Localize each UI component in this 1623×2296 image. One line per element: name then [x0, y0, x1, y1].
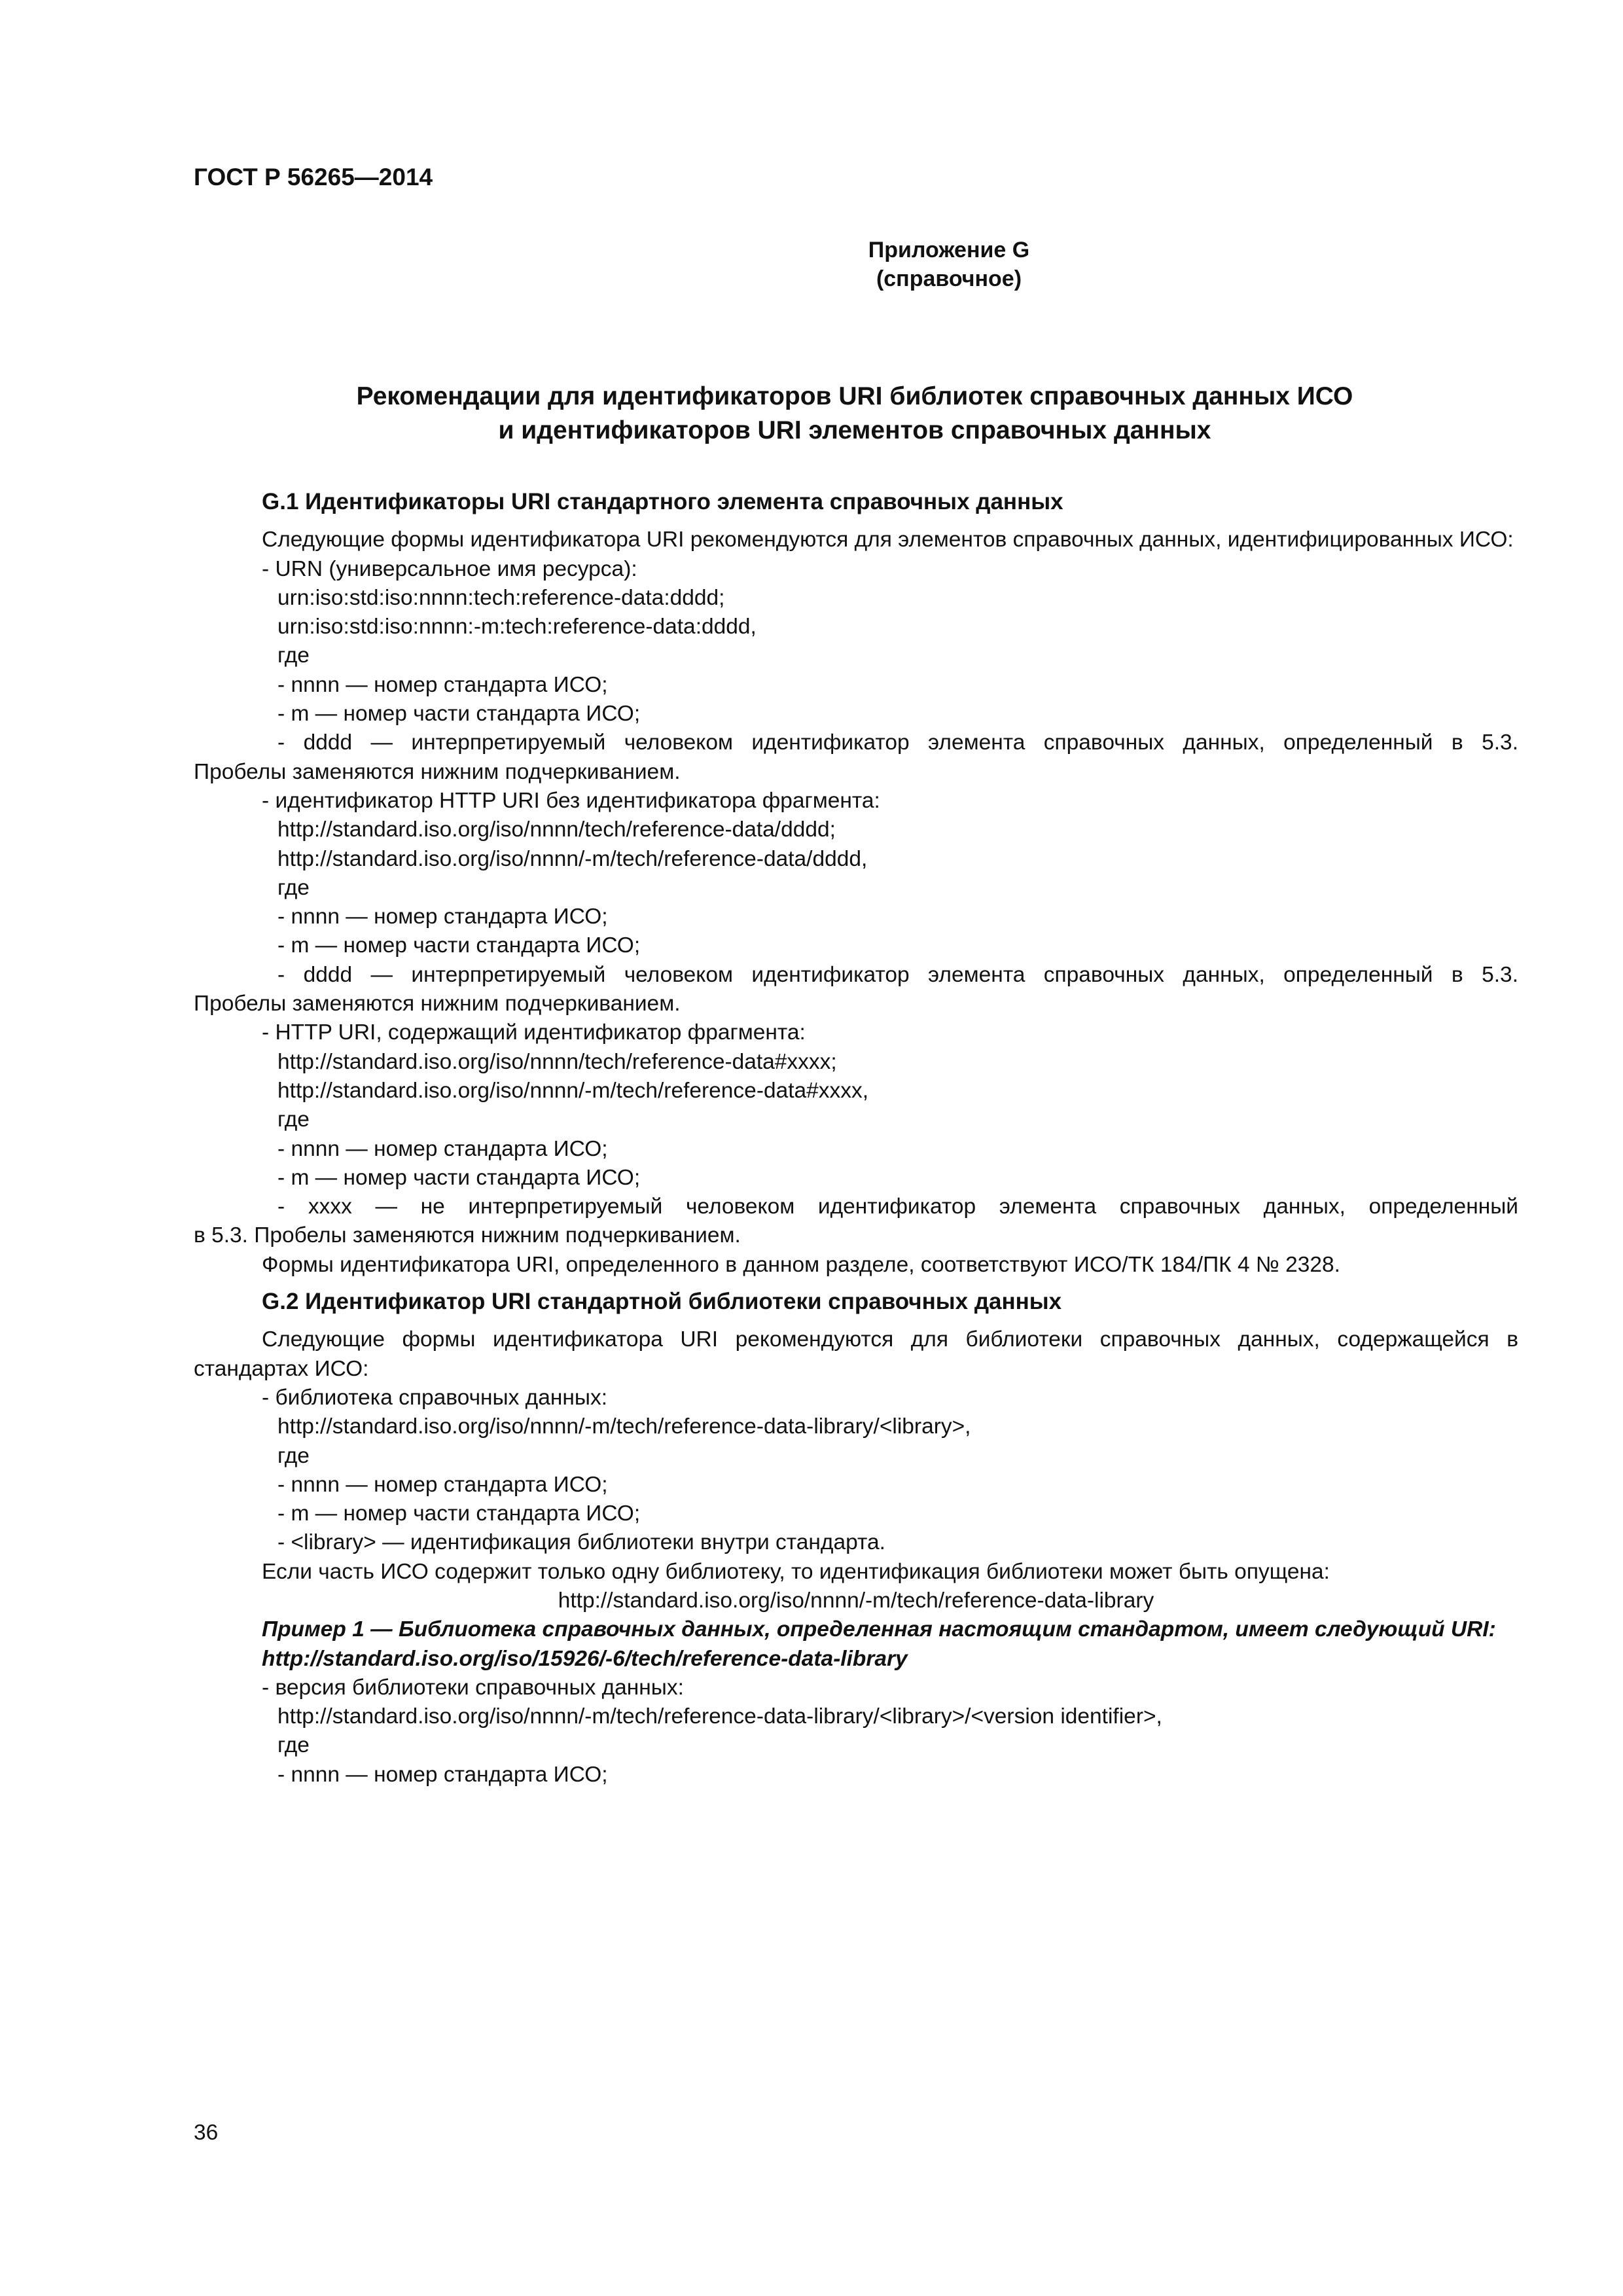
standard-code: ГОСТ Р 56265—2014 — [194, 164, 433, 190]
section-g1-heading: G.1 Идентификаторы URI стандартного элемента справочных данных — [262, 489, 1063, 514]
library-definition: - <library> — идентификация библиотеки внутри стандарта. — [277, 1530, 885, 1555]
library-example: http://standard.iso.org/iso/nnnn/-m/tech/reference-data-library/<library>, — [277, 1414, 971, 1439]
section-g1-intro: Следующие формы идентификатора URI рекомендуются для элементов справочных данных, идентифицированных ИСО: — [262, 528, 1514, 552]
fragment-example-1: http://standard.iso.org/iso/nnnn/tech/reference-data#xxxx; — [277, 1049, 837, 1074]
urn-item: - URN (универсальное имя ресурса): — [262, 556, 637, 581]
page-number: 36 — [194, 2121, 219, 2145]
m-definition: - m — номер части стандарта ИСО; — [277, 1501, 641, 1526]
annex-title-line1: Рекомендации для идентификаторов URI библиотек справочных данных ИСО — [356, 382, 1353, 410]
urn-example-1: urn:iso:std:iso:nnnn:tech:reference-data:dddd; — [277, 585, 725, 610]
nnnn-definition: - nnnn — номер стандарта ИСО; — [277, 1136, 608, 1161]
m-definition: - m — номер части стандарта ИСО; — [277, 933, 641, 958]
example-1-url: http://standard.iso.org/iso/15926/-6/tech/reference-data-library — [262, 1646, 908, 1671]
dddd-definition-continued: Пробелы заменяются нижним подчеркиванием. — [194, 992, 681, 1016]
library-item: - библиотека справочных данных: — [262, 1385, 608, 1410]
section-g2-intro: Следующие формы идентификатора URI рекомендуются для библиотеки справочных данных, содержащейся в стандартах ИСО: — [194, 1327, 1518, 1381]
fragment-uri-item: - HTTP URI, содержащий идентификатор фрагмента: — [262, 1020, 806, 1045]
section-g2-heading: G.2 Идентификатор URI стандартной библиотеки справочных данных — [262, 1289, 1062, 1315]
annex-label: Приложение G — [868, 238, 1030, 262]
single-library-note: Если часть ИСО содержит только одну библиотеку, то идентификация библиотеки может быть опущена: — [262, 1559, 1330, 1584]
nnnn-definition: - nnnn — номер стандарта ИСО; — [277, 1472, 608, 1497]
where-label: где — [277, 1443, 310, 1468]
version-item: - версия библиотеки справочных данных: — [262, 1675, 684, 1700]
nnnn-definition: - nnnn — номер стандарта ИСО; — [277, 905, 608, 929]
single-library-url: http://standard.iso.org/iso/nnnn/-m/tech/reference-data-library — [558, 1588, 1154, 1613]
xxxx-definition-continued: в 5.3. Пробелы заменяются нижним подчеркиванием. — [194, 1223, 741, 1248]
where-label: где — [277, 1733, 310, 1758]
nnnn-definition: - nnnn — номер стандарта ИСО; — [277, 672, 608, 697]
dddd-definition-continued: Пробелы заменяются нижним подчеркиванием. — [194, 759, 681, 784]
annex-block — [589, 236, 1309, 293]
conformance-note: Формы идентификатора URI, определенного в данном разделе, соответствуют ИСО/ТК 184/ПК 4 № 2328. — [262, 1252, 1340, 1277]
where-label: где — [277, 643, 310, 668]
http-example-2: http://standard.iso.org/iso/nnnn/-m/tech/reference-data/dddd, — [277, 846, 868, 871]
document-body — [194, 488, 1518, 1789]
annex-title — [194, 380, 1516, 448]
m-definition: - m — номер части стандарта ИСО; — [277, 1165, 641, 1190]
fragment-example-2: http://standard.iso.org/iso/nnnn/-m/tech/reference-data#xxxx, — [277, 1078, 869, 1103]
where-label: где — [277, 875, 310, 900]
where-label: где — [277, 1107, 310, 1132]
http-example-1: http://standard.iso.org/iso/nnnn/tech/reference-data/dddd; — [277, 817, 836, 842]
annex-type: (справочное) — [876, 266, 1022, 291]
xxxx-definition: - xxxx — не интерпретируемый человеком идентификатор элемента справочных данных, определенный — [277, 1194, 1518, 1219]
version-example: http://standard.iso.org/iso/nnnn/-m/tech/reference-data-library/<library>/<version identifier>, — [277, 1704, 1162, 1729]
dddd-definition: - dddd — интерпретируемый человеком идентификатор элемента справочных данных, определенный в 5.3. — [277, 962, 1518, 987]
m-definition: - m — номер части стандарта ИСО; — [277, 702, 641, 726]
urn-example-2: urn:iso:std:iso:nnnn:-m:tech:reference-data:dddd, — [277, 615, 757, 639]
http-uri-item: - идентификатор HTTP URI без идентификатора фрагмента: — [262, 788, 880, 813]
dddd-definition: - dddd — интерпретируемый человеком идентификатор элемента справочных данных, определенный в 5.3. — [277, 730, 1518, 755]
example-1-text: Пример 1 — Библиотека справочных данных, определенная настоящим стандартом, имеет следующий URI: — [262, 1617, 1496, 1642]
nnnn-definition: - nnnn — номер стандарта ИСО; — [277, 1762, 608, 1787]
annex-title-line2: и идентификаторов URI элементов справочных данных — [498, 416, 1211, 444]
